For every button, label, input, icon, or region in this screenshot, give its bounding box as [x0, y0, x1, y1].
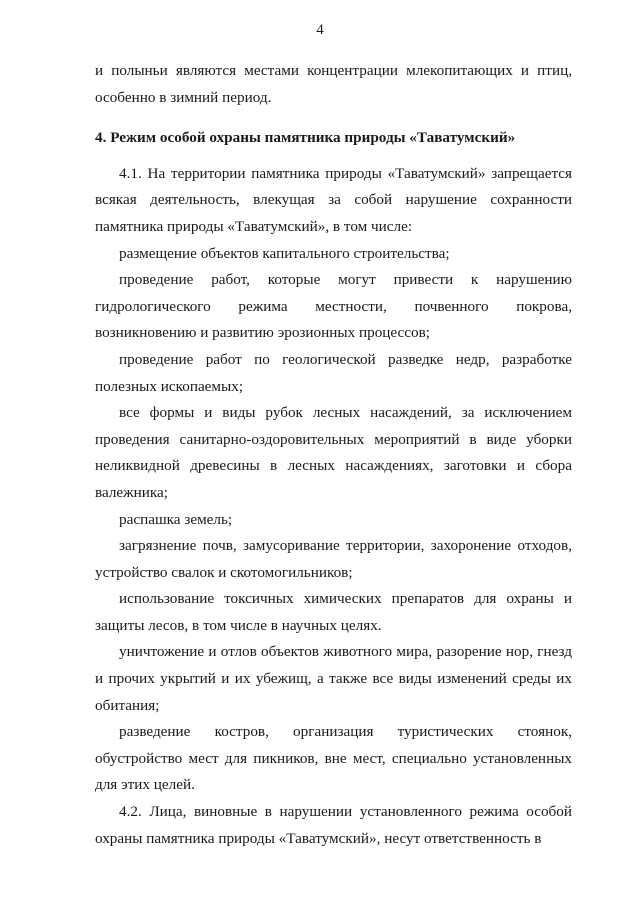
list-item-toxic-chemicals: использование токсичных химических препаратов для охраны и защиты лесов, в том числе в научных целях. — [95, 590, 572, 634]
list-item-campfires: разведение костров, организация туристических стоянок, обустройство мест для пикников, вне мест, специально установленных для этих целей. — [95, 723, 572, 794]
list-item-geological-exploration: проведение работ по геологической разведке недр, разработке полезных ископаемых; — [95, 350, 572, 395]
list-item-hydrological-works: проведение работ, которые могут привести к нарушению гидрологического режима местности, почвенного покрова, возникновению и развитию эрозионных процессов; — [95, 271, 572, 342]
list-item-capital-construction: размещение объектов капитального строительства; — [119, 244, 450, 262]
paragraph-continuation: и полыньи являются местами концентрации млекопитающих и птиц, особенно в зимний период. — [95, 62, 572, 106]
page-number: 4 — [316, 22, 324, 38]
list-item-forest-felling: все формы и виды рубок лесных насаждений, за исключением проведения санитарно-оздоровительных мероприятий в виде уборки неликвидной древесины в лесных насаждениях, заготовки и сбора валежника; — [95, 404, 572, 501]
paragraph-4-1: 4.1. На территории памятника природы «Таватумский» запрещается всякая деятельность, влекущая за собой нарушение сохранности памятника природы «Таватумский», в том числе: — [95, 164, 572, 235]
list-item-wildlife-destruction: уничтожение и отлов объектов животного мира, разорение нор, гнезд и прочих укрытий и их убежищ, а также все виды изменений среды их обитания; — [95, 643, 572, 714]
section-heading: 4. Режим особой охраны памятника природы «Таватумский» — [95, 129, 516, 147]
list-item-land-plowing: распашка земель; — [119, 510, 233, 528]
paragraph-4-2: 4.2. Лица, виновные в нарушении установленного режима особой охраны памятника природы «Таватумский», несут ответственность в — [95, 803, 572, 847]
document-body — [95, 58, 572, 852]
list-item-soil-pollution: загрязнение почв, замусоривание территории, захоронение отходов, устройство свалок и скотомогильников; — [95, 537, 572, 581]
